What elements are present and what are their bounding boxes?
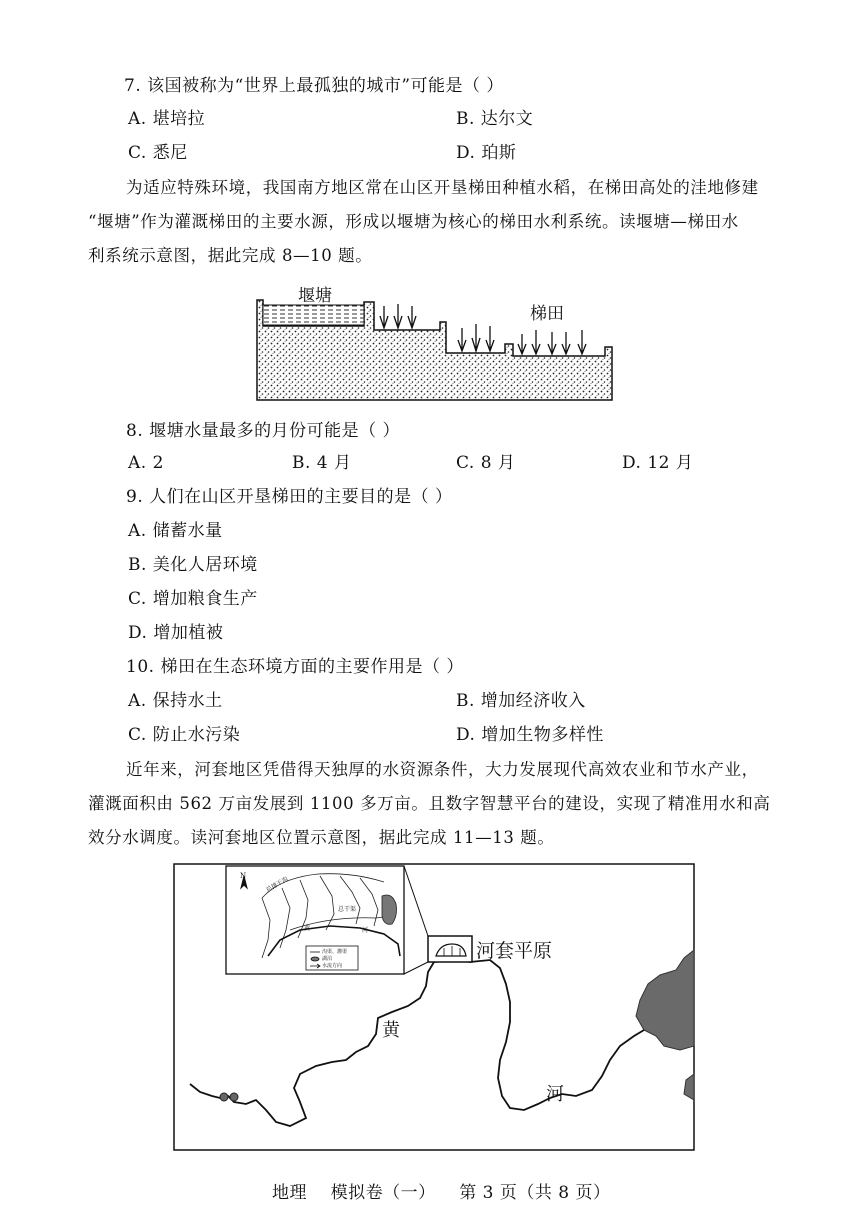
inset-canal-label2: 总干渠 bbox=[338, 906, 357, 913]
pond-label: 堰塘 bbox=[298, 286, 332, 306]
passage2-line1: 近年来，河套地区凭借得天独厚的水资源条件，大力发展现代高效农业和节水产业， bbox=[126, 760, 759, 779]
q10-option-d: D. 增加生物多样性 bbox=[456, 725, 604, 745]
q9-option-c: C. 增加粮食生产 bbox=[128, 589, 258, 609]
passage2-line3: 效分水调度。读河套地区位置示意图，据此完成 11—13 题。 bbox=[88, 828, 555, 847]
q10-option-c: C. 防止水污染 bbox=[128, 725, 241, 745]
q10-option-a: A. 保持水土 bbox=[128, 691, 223, 711]
q7-stem: 7. 该国被称为“世界上最孤独的城市”可能是（ ） bbox=[124, 76, 504, 96]
q10-option-b: B. 增加经济收入 bbox=[456, 691, 586, 711]
q8-option-b: B. 4 月 bbox=[292, 453, 352, 473]
q8-option-c: C. 8 月 bbox=[456, 453, 516, 473]
q9-stem: 9. 人们在山区开垦梯田的主要目的是（ ） bbox=[126, 487, 453, 507]
inset-lake bbox=[382, 895, 397, 924]
page-footer: 地理 模拟卷（一） 第 3 页（共 8 页） bbox=[272, 1183, 611, 1203]
inset-north-label: N bbox=[240, 872, 247, 880]
lake-west-1 bbox=[220, 1093, 228, 1101]
q8-option-d: D. 12 月 bbox=[622, 453, 694, 473]
q8-stem: 8. 堰塘水量最多的月份可能是（ ） bbox=[126, 421, 401, 441]
passage1-line1: 为适应特殊环境，我国南方地区常在山区开垦梯田种植水稻，在梯田高处的洼地修建 bbox=[126, 178, 759, 197]
inset-river-he: 河 bbox=[362, 927, 369, 934]
passage1-line3: 利系统示意图，据此完成 8—10 题。 bbox=[88, 246, 373, 265]
inset-legend-canal: 沟渠、灌渠 bbox=[322, 949, 348, 955]
q7-option-d: D. 珀斯 bbox=[456, 143, 517, 163]
passage2-line2: 灌溉面积由 562 万亩发展到 1100 多万亩。且数字智慧平台的建设，实现了精准用水和高 bbox=[88, 794, 771, 813]
q8-option-a: A. 2 bbox=[128, 453, 164, 473]
yellow-river-label-huang: 黄 bbox=[382, 1020, 400, 1041]
inset-canal-main-label: 总排干沟 bbox=[265, 875, 290, 894]
inset-river-huang: 黄 bbox=[304, 925, 311, 932]
hetao-plain-label: 河套平原 bbox=[476, 940, 553, 962]
q9-option-b: B. 美化人居环境 bbox=[128, 555, 258, 575]
q9-option-a: A. 储蓄水量 bbox=[128, 521, 223, 541]
q7-option-a: A. 堪培拉 bbox=[128, 109, 206, 129]
inset-legend-flow: 水流方向 bbox=[322, 963, 343, 969]
q10-stem: 10. 梯田在生态环境方面的主要作用是（ ） bbox=[126, 657, 464, 677]
lake-west-2 bbox=[230, 1093, 238, 1101]
terrace-label: 梯田 bbox=[530, 304, 564, 324]
q7-option-b: B. 达尔文 bbox=[456, 109, 534, 129]
q9-option-d: D. 增加植被 bbox=[128, 623, 224, 643]
q7-option-c: C. 悉尼 bbox=[128, 143, 188, 163]
inset-legend-lake: 湖泊 bbox=[322, 956, 333, 962]
passage1-line2: “堰塘”作为灌溉梯田的主要水源，形成以堰塘为核心的梯田水利系统。读堰塘—梯田水 bbox=[88, 212, 739, 231]
yellow-river-label-he: 河 bbox=[546, 1084, 564, 1105]
